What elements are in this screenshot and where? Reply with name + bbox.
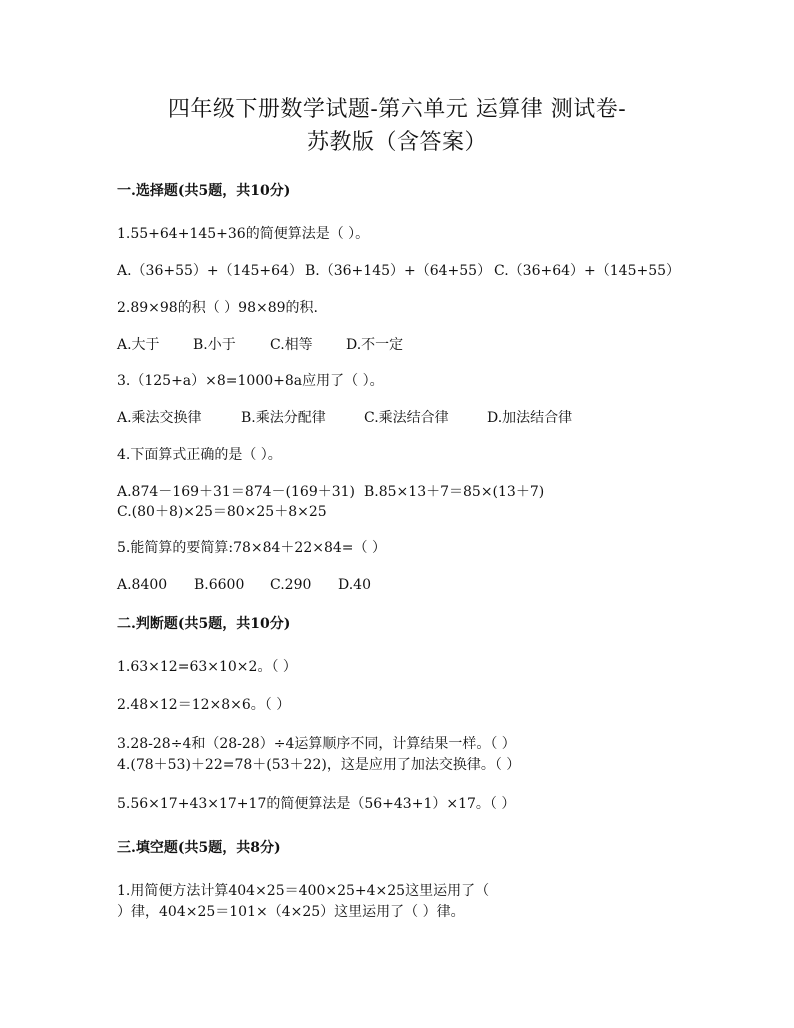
question-stem: 1.55+64+145+36的简便算法是（ ）。 — [117, 226, 370, 242]
option-a: A.874－169＋31＝874－(169＋31) — [117, 484, 355, 500]
option-b: B.乘法分配律 — [241, 410, 326, 426]
question-stem: 3.（125+a）×8=1000+8a应用了（ ）。 — [117, 373, 384, 389]
option-a: A.8400 — [117, 577, 168, 593]
option-c: C.290 — [270, 577, 312, 593]
option-d: D.加法结合律 — [487, 410, 573, 426]
section-heading-choice: 一.选择题(共5题，共10分) — [117, 183, 291, 199]
option-a: A.乘法交换律 — [117, 410, 202, 426]
fill-question-line-1: 1.用简便方法计算404×25＝400×25+4×25这里运用了（ — [117, 883, 490, 899]
section-heading-judge: 二.判断题(共5题，共10分) — [117, 616, 291, 632]
question-stem: 5.能简算的要简算:78×84＋22×84=（ ） — [117, 540, 386, 556]
document-title-line-2: 苏教版（含答案） — [306, 130, 487, 155]
judge-question: 4.(78＋53)＋22=78＋(53＋22)，这是应用了加法交换律。（ ） — [117, 757, 521, 773]
option-d: D.不一定 — [346, 337, 404, 353]
option-b: B.小于 — [193, 337, 236, 353]
judge-question: 2.48×12＝12×8×6。（ ） — [117, 697, 291, 713]
option-b: B.6600 — [194, 577, 245, 593]
option-c: C.（36+64）+（145+55） — [494, 263, 681, 279]
judge-question: 3.28-28÷4和（28-28）÷4运算顺序不同，计算结果一样。（ ） — [117, 736, 516, 752]
option-a: A.（36+55）+（145+64） — [117, 263, 303, 279]
option-b: B.（36+145）+（64+55） — [305, 263, 492, 279]
judge-question: 5.56×17+43×17+17的简便算法是（56+43+1）×17。（ ） — [117, 796, 516, 812]
option-d: D.40 — [338, 577, 371, 593]
option-c: C.乘法结合律 — [364, 410, 449, 426]
option-a: A.大于 — [117, 337, 160, 353]
section-heading-fill: 三.填空题(共5题，共8分) — [117, 840, 281, 856]
question-stem: 4.下面算式正确的是（ ）。 — [117, 447, 282, 463]
option-c: C.相等 — [270, 337, 313, 353]
document-title-line-1: 四年级下册数学试题-第六单元 运算律 测试卷- — [167, 97, 627, 122]
question-stem: 2.89×98的积（ ）98×89的积. — [117, 300, 318, 316]
judge-question: 1.63×12=63×10×2。（ ） — [117, 659, 297, 675]
fill-question-line-2: ）律，404×25＝101×（4×25）这里运用了（ ）律。 — [117, 904, 465, 920]
option-c: C.(80＋8)×25＝80×25＋8×25 — [117, 504, 327, 520]
option-b: B.85×13＋7＝85×(13＋7) — [364, 484, 545, 500]
